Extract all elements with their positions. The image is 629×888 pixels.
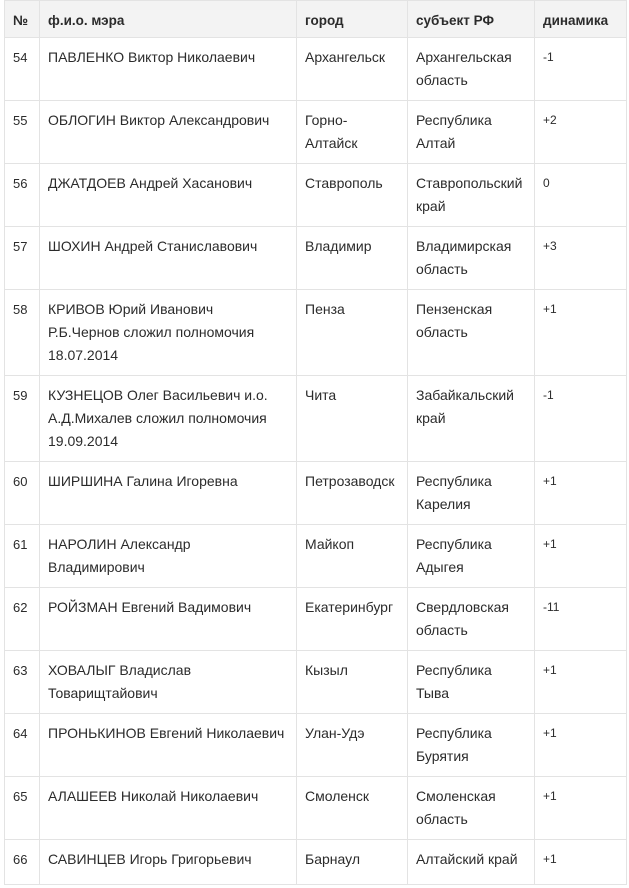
table-row — [5, 840, 627, 885]
cell-dynamics: +1 — [535, 840, 627, 885]
cell-subject: Архангельская область — [408, 38, 535, 101]
cell-city: Пенза — [297, 290, 408, 376]
cell-dynamics: +2 — [535, 101, 627, 164]
cell-subject: Пензенская область — [408, 290, 535, 376]
table-row — [5, 38, 627, 101]
cell-city: Владимир — [297, 227, 408, 290]
mayors-table — [4, 0, 627, 885]
cell-num: 54 — [5, 38, 40, 101]
cell-dynamics: +1 — [535, 525, 627, 588]
table-row — [5, 227, 627, 290]
header-subject: субъект РФ — [408, 1, 535, 38]
cell-subject: Республика Тыва — [408, 651, 535, 714]
table-row — [5, 101, 627, 164]
cell-dynamics: -1 — [535, 376, 627, 462]
table-row — [5, 651, 627, 714]
table-row — [5, 714, 627, 777]
cell-subject: Республика Бурятия — [408, 714, 535, 777]
table-row — [5, 164, 627, 227]
cell-name: ШОХИН Андрей Станиславович — [40, 227, 297, 290]
cell-city: Петрозаводск — [297, 462, 408, 525]
cell-dynamics: 0 — [535, 164, 627, 227]
cell-city: Екатеринбург — [297, 588, 408, 651]
cell-num: 66 — [5, 840, 40, 885]
cell-name: ШИРШИНА Галина Игоревна — [40, 462, 297, 525]
table-row — [5, 588, 627, 651]
cell-subject: Ставропольский край — [408, 164, 535, 227]
cell-num: 64 — [5, 714, 40, 777]
cell-city: Кызыл — [297, 651, 408, 714]
cell-dynamics: +3 — [535, 227, 627, 290]
cell-subject: Республика Карелия — [408, 462, 535, 525]
cell-city: Чита — [297, 376, 408, 462]
cell-name: НАРОЛИН Александр Владимирович — [40, 525, 297, 588]
cell-dynamics: -1 — [535, 38, 627, 101]
cell-subject: Республика Алтай — [408, 101, 535, 164]
cell-subject: Республика Адыгея — [408, 525, 535, 588]
cell-dynamics: -11 — [535, 588, 627, 651]
cell-city: Майкоп — [297, 525, 408, 588]
cell-num: 63 — [5, 651, 40, 714]
cell-city: Архангельск — [297, 38, 408, 101]
table-row — [5, 376, 627, 462]
table-row — [5, 290, 627, 376]
cell-name: ПАВЛЕНКО Виктор Николаевич — [40, 38, 297, 101]
cell-name: ХОВАЛЫГ Владислав Товарищтайович — [40, 651, 297, 714]
header-city: город — [297, 1, 408, 38]
cell-name: САВИНЦЕВ Игорь Григорьевич — [40, 840, 297, 885]
cell-dynamics: +1 — [535, 290, 627, 376]
cell-dynamics: +1 — [535, 777, 627, 840]
cell-num: 57 — [5, 227, 40, 290]
cell-city: Барнаул — [297, 840, 408, 885]
cell-num: 55 — [5, 101, 40, 164]
cell-name: ПРОНЬКИНОВ Евгений Николаевич — [40, 714, 297, 777]
cell-num: 65 — [5, 777, 40, 840]
cell-num: 62 — [5, 588, 40, 651]
cell-city: Ставрополь — [297, 164, 408, 227]
cell-num: 61 — [5, 525, 40, 588]
cell-num: 60 — [5, 462, 40, 525]
cell-num: 59 — [5, 376, 40, 462]
cell-city: Улан-Удэ — [297, 714, 408, 777]
cell-subject: Забайкальский край — [408, 376, 535, 462]
cell-subject: Алтайский край — [408, 840, 535, 885]
cell-dynamics: +1 — [535, 462, 627, 525]
header-dynamics: динамика — [535, 1, 627, 38]
cell-num: 56 — [5, 164, 40, 227]
cell-num: 58 — [5, 290, 40, 376]
table-row — [5, 777, 627, 840]
cell-name: КРИВОВ Юрий Иванович Р.Б.Чернов сложил полномочия 18.07.2014 — [40, 290, 297, 376]
cell-dynamics: +1 — [535, 651, 627, 714]
cell-subject: Смоленская область — [408, 777, 535, 840]
table-row — [5, 462, 627, 525]
header-num: № — [5, 1, 40, 38]
table-header-row — [5, 1, 627, 38]
cell-city: Горно-Алтайск — [297, 101, 408, 164]
header-name: ф.и.о. мэра — [40, 1, 297, 38]
cell-name: АЛАШЕЕВ Николай Николаевич — [40, 777, 297, 840]
cell-name: РОЙЗМАН Евгений Вадимович — [40, 588, 297, 651]
cell-city: Смоленск — [297, 777, 408, 840]
table-row — [5, 525, 627, 588]
cell-subject: Свердловская область — [408, 588, 535, 651]
cell-dynamics: +1 — [535, 714, 627, 777]
cell-subject: Владимирская область — [408, 227, 535, 290]
cell-name: ОБЛОГИН Виктор Александрович — [40, 101, 297, 164]
cell-name: КУЗНЕЦОВ Олег Васильевич и.о. А.Д.Михалев сложил полномочия 19.09.2014 — [40, 376, 297, 462]
cell-name: ДЖАТДОЕВ Андрей Хасанович — [40, 164, 297, 227]
